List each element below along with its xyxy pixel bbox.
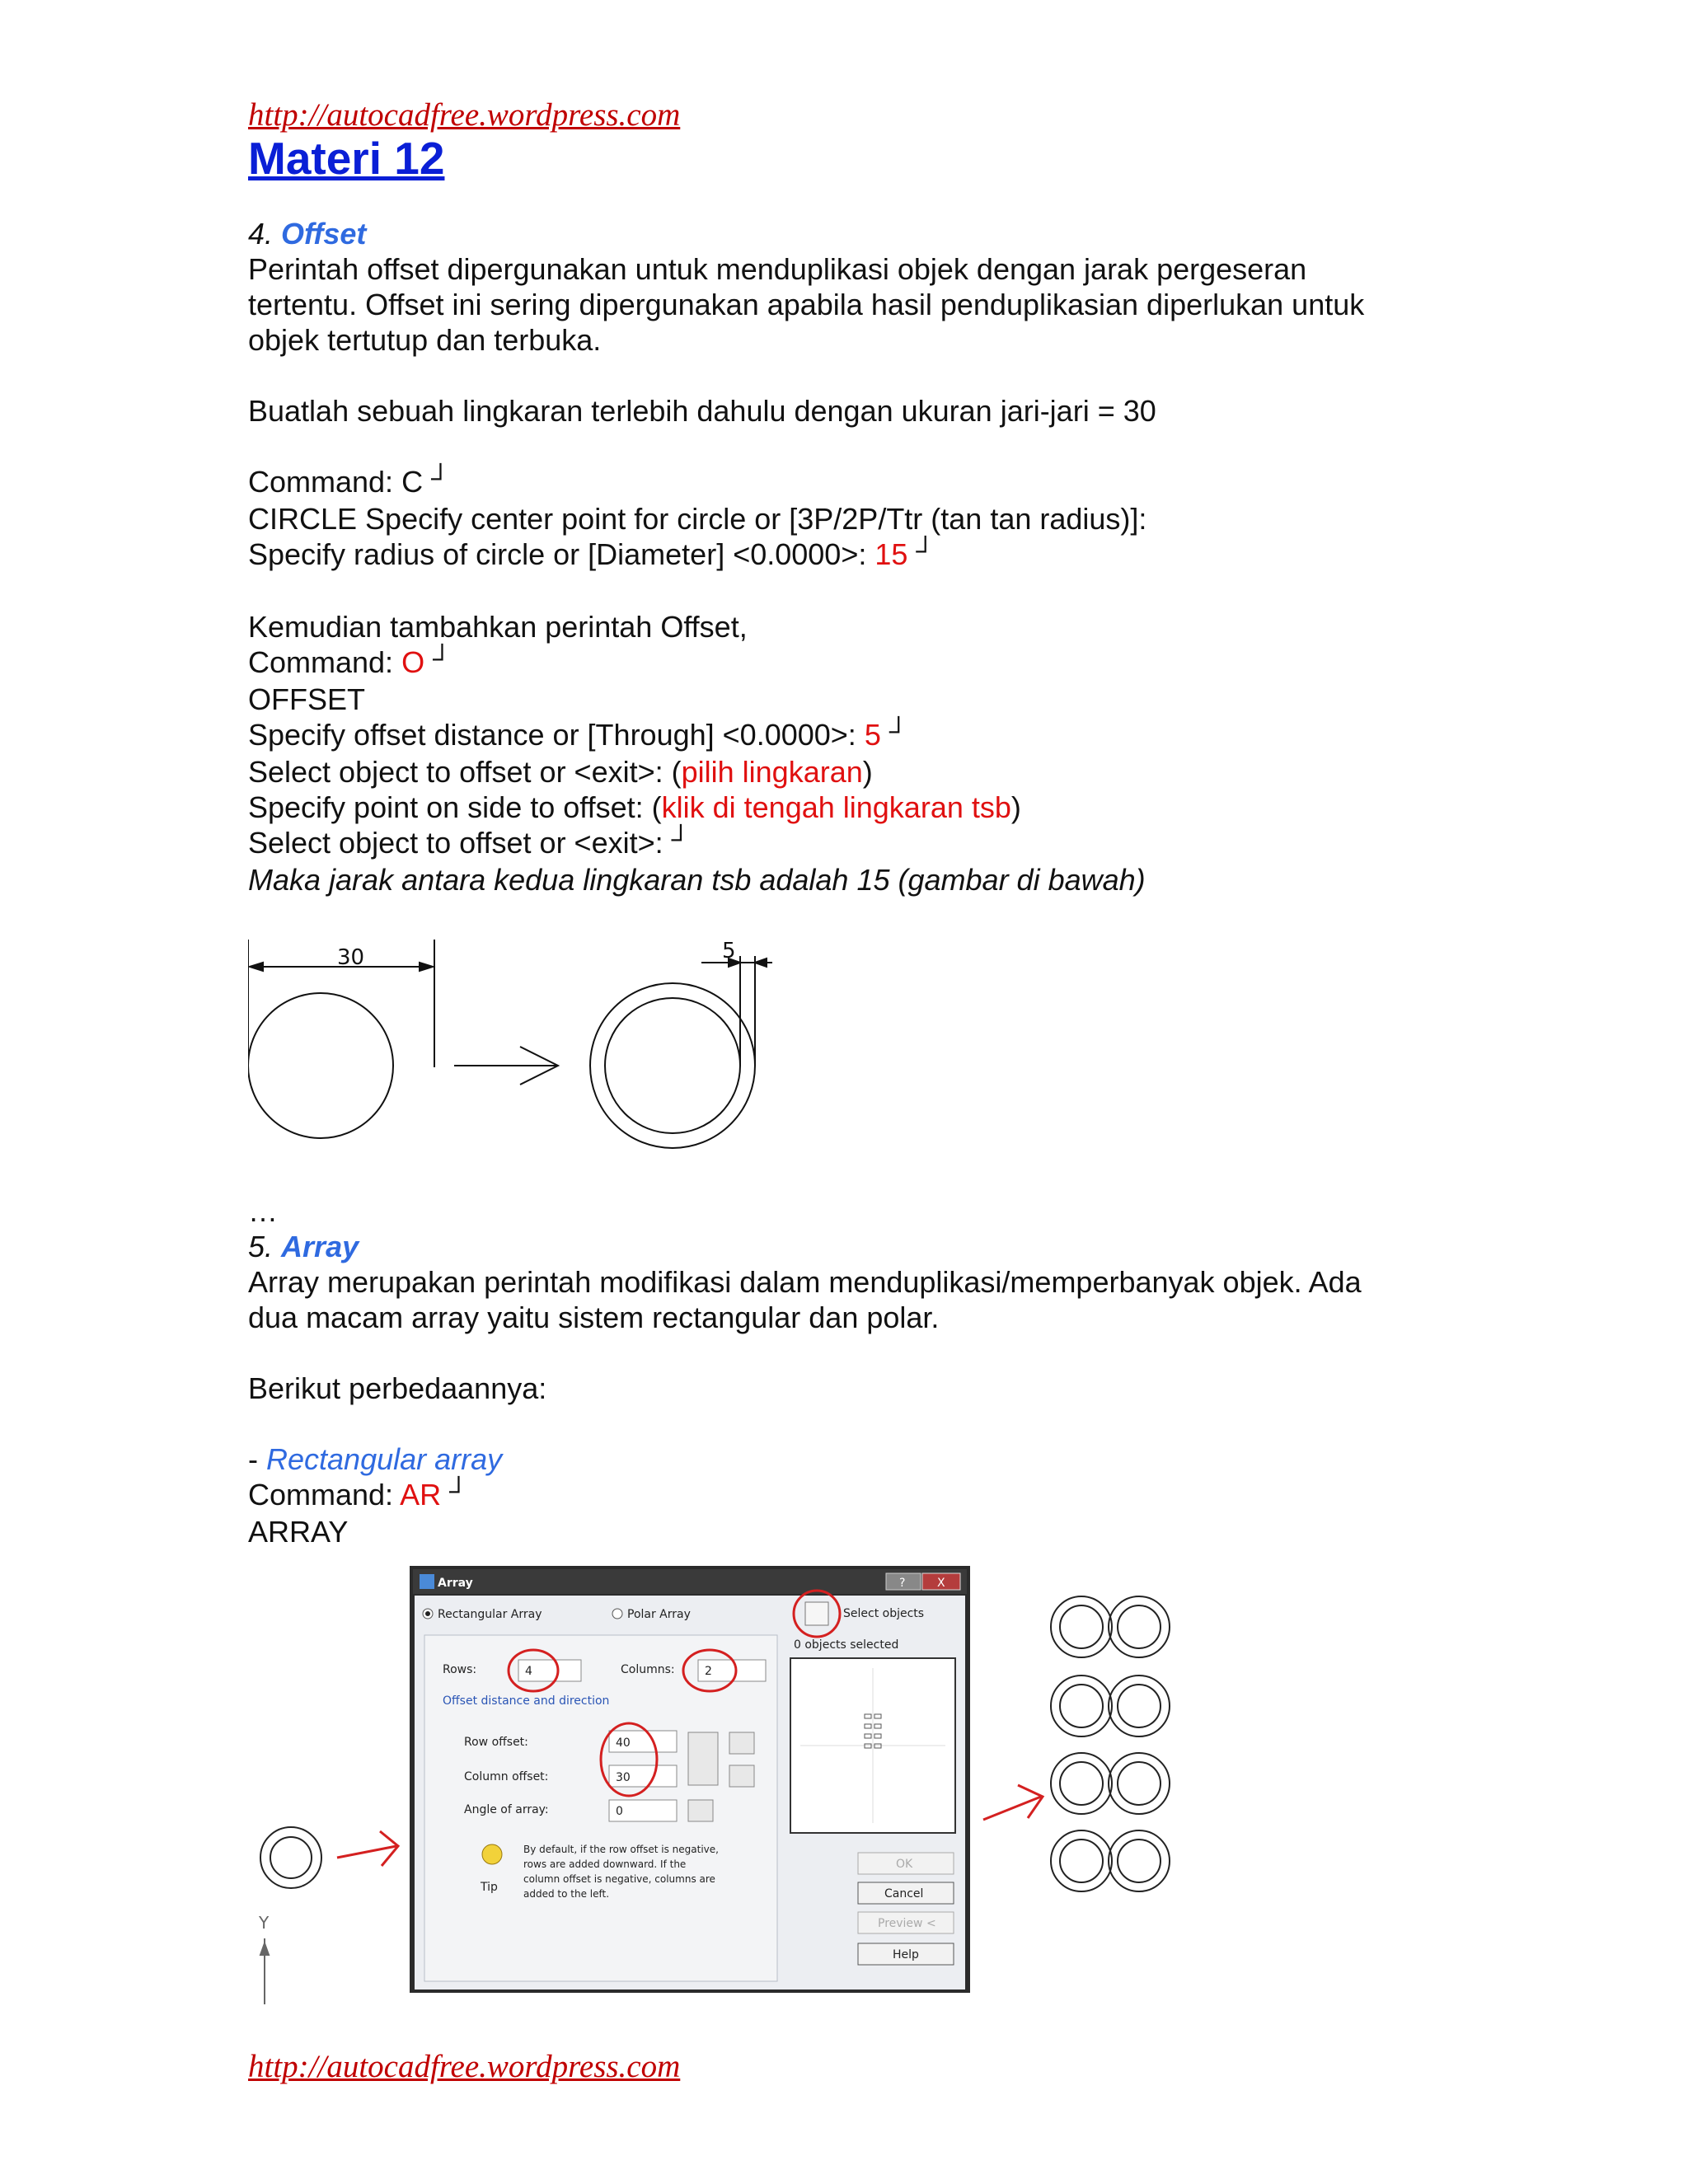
offset-desc-line: objek tertutup dan terbuka.: [248, 323, 602, 357]
radio-polar[interactable]: [612, 1609, 622, 1619]
tip-line: By default, if the row offset is negative,: [523, 1844, 719, 1855]
rect-array-title: Rectangular array: [266, 1442, 503, 1476]
command-text: Specify radius of circle or [Diameter] <0.0000>:: [248, 537, 875, 571]
array-title: Array: [281, 1230, 359, 1263]
enter-symbol: ┘: [916, 536, 935, 565]
command-text: Select object to offset or <exit>: (: [248, 755, 682, 789]
offset-group-title: Offset distance and direction: [443, 1694, 610, 1708]
enter-symbol: ┘: [671, 824, 691, 854]
command-text: ): [862, 755, 873, 789]
offset-desc-line: Perintah offset dipergunakan untuk menduplikasi objek dengan jarak pergeseran: [248, 252, 1307, 286]
page-title: Materi 12: [248, 133, 445, 184]
bullet: -: [248, 1442, 266, 1476]
tip-lightbulb-icon: [482, 1844, 502, 1864]
row-offset-label: Row offset:: [464, 1736, 528, 1749]
array-figure: [248, 1559, 1188, 2013]
array-number: 5.: [248, 1230, 274, 1263]
offset-desc-line: tertentu. Offset ini sering dipergunakan apabila hasil penduplikasian diperlukan untuk: [248, 288, 1365, 321]
pick-both-offsets-button[interactable]: [688, 1732, 718, 1785]
command-value: pilih lingkaran: [681, 755, 863, 789]
ellipsis: …: [248, 1194, 278, 1228]
offset-instruction: Buatlah sebuah lingkaran terlebih dahulu dengan ukuran jari-jari = 30: [248, 394, 1156, 428]
column-offset-value: 30: [616, 1771, 631, 1784]
enter-symbol: ┘: [431, 463, 450, 493]
objects-selected-status: 0 objects selected: [794, 1638, 899, 1652]
array-desc-line: dua macam array yaitu sistem rectangular dan polar.: [248, 1301, 940, 1334]
array-dialog: [410, 1566, 970, 1993]
document-body: [248, 97, 1484, 898]
y-axis-label: Y: [259, 1913, 270, 1933]
command-text: Select object to offset or <exit>:: [248, 826, 663, 860]
footer-url-link[interactable]: http://autocadfree.wordpress.com: [248, 2049, 681, 2084]
tip-label: Tip: [481, 1881, 498, 1894]
tip-line: rows are added downward. If the: [523, 1858, 687, 1870]
circle-inner: [605, 998, 740, 1133]
array-desc-line: Array merupakan perintah modifikasi dalam menduplikasi/memperbanyak objek. Ada: [248, 1265, 1362, 1299]
cancel-button-label: Cancel: [884, 1887, 924, 1900]
columns-label: Columns:: [621, 1663, 675, 1676]
source-circle-inner: [270, 1837, 312, 1878]
enter-symbol: ┘: [449, 1476, 468, 1506]
offset-then: Kemudian tambahkan perintah Offset,: [248, 610, 748, 644]
angle-label: Angle of array:: [464, 1803, 549, 1816]
enter-symbol: ┘: [433, 644, 452, 673]
offset-heading: [248, 216, 1484, 251]
command-value: klik di tengah lingkaran tsb: [661, 790, 1011, 824]
angle-value: 0: [616, 1805, 623, 1818]
command-value: O: [401, 645, 425, 679]
help-icon: ?: [899, 1577, 906, 1590]
rows-label: Rows:: [443, 1663, 477, 1676]
app-icon: [420, 1574, 434, 1589]
command-line: [248, 644, 1484, 682]
command-line: ARRAY: [248, 1515, 349, 1549]
command-text: Command:: [248, 1478, 401, 1511]
tip-line: column offset is negative, columns are: [523, 1873, 715, 1885]
close-icon: X: [937, 1577, 945, 1590]
command-value: 15: [874, 537, 908, 571]
header-url-link[interactable]: http://autocadfree.wordpress.com: [248, 97, 681, 133]
select-objects-label: Select objects: [843, 1607, 925, 1620]
command-line: [248, 717, 1484, 754]
array-heading: [248, 1229, 1484, 1264]
radio-rectangular-label: Rectangular Array: [438, 1608, 542, 1621]
offset-conclusion: Maka jarak antara kedua lingkaran tsb adalah 15 (gambar di bawah): [248, 863, 1146, 897]
columns-value: 2: [705, 1665, 712, 1678]
command-line: CIRCLE Specify center point for circle or [3P/2P/Ttr (tan tan radius)]:: [248, 502, 1147, 536]
enter-symbol: ┘: [889, 716, 908, 746]
command-line: [248, 825, 1484, 862]
help-button-label: Help: [893, 1948, 919, 1961]
offset-figure: [248, 940, 792, 1162]
command-line: [248, 754, 1484, 790]
column-offset-label: Column offset:: [464, 1770, 549, 1783]
command-text: Specify point on side to offset: (: [248, 790, 662, 824]
ok-button-label: OK: [896, 1858, 913, 1871]
offset-number: 4.: [248, 217, 274, 251]
row-offset-value: 40: [616, 1736, 631, 1750]
pick-angle-button[interactable]: [688, 1800, 713, 1821]
red-arrow-line: [983, 1797, 1041, 1820]
command-text: Command:: [248, 645, 402, 679]
command-value: 5: [864, 718, 881, 752]
dialog-title: Array: [438, 1577, 473, 1590]
array-result: [1051, 1596, 1170, 1891]
red-arrow-line: [337, 1846, 396, 1858]
command-line: [248, 790, 1484, 825]
command-line: [248, 1477, 1484, 1514]
command-text: ): [1010, 790, 1021, 824]
array-body: [248, 1193, 1484, 1549]
circle-outer: [590, 983, 755, 1148]
array-diff: Berikut perbedaannya:: [248, 1371, 547, 1405]
command-line: [248, 537, 1484, 574]
dimension-label-30: 30: [337, 945, 365, 970]
rect-array-heading: [248, 1441, 1484, 1477]
command-text: Specify offset distance or [Through] <0.0000>:: [248, 718, 865, 752]
circle-original: [248, 993, 393, 1138]
dimension-label-5: 5: [722, 940, 736, 963]
pick-row-offset-button[interactable]: [729, 1732, 754, 1754]
command-value: AR: [400, 1478, 442, 1511]
command-line: OFFSET: [248, 682, 365, 716]
radio-polar-label: Polar Array: [627, 1608, 691, 1621]
tip-line: added to the left.: [523, 1888, 610, 1900]
preview-button-label: Preview <: [878, 1917, 936, 1930]
select-objects-button[interactable]: [805, 1602, 828, 1625]
command-line: [248, 464, 1484, 501]
rows-value: 4: [525, 1665, 532, 1678]
pick-column-offset-button[interactable]: [729, 1765, 754, 1787]
command-text: Command: C: [248, 465, 424, 499]
offset-title: Offset: [281, 217, 367, 251]
